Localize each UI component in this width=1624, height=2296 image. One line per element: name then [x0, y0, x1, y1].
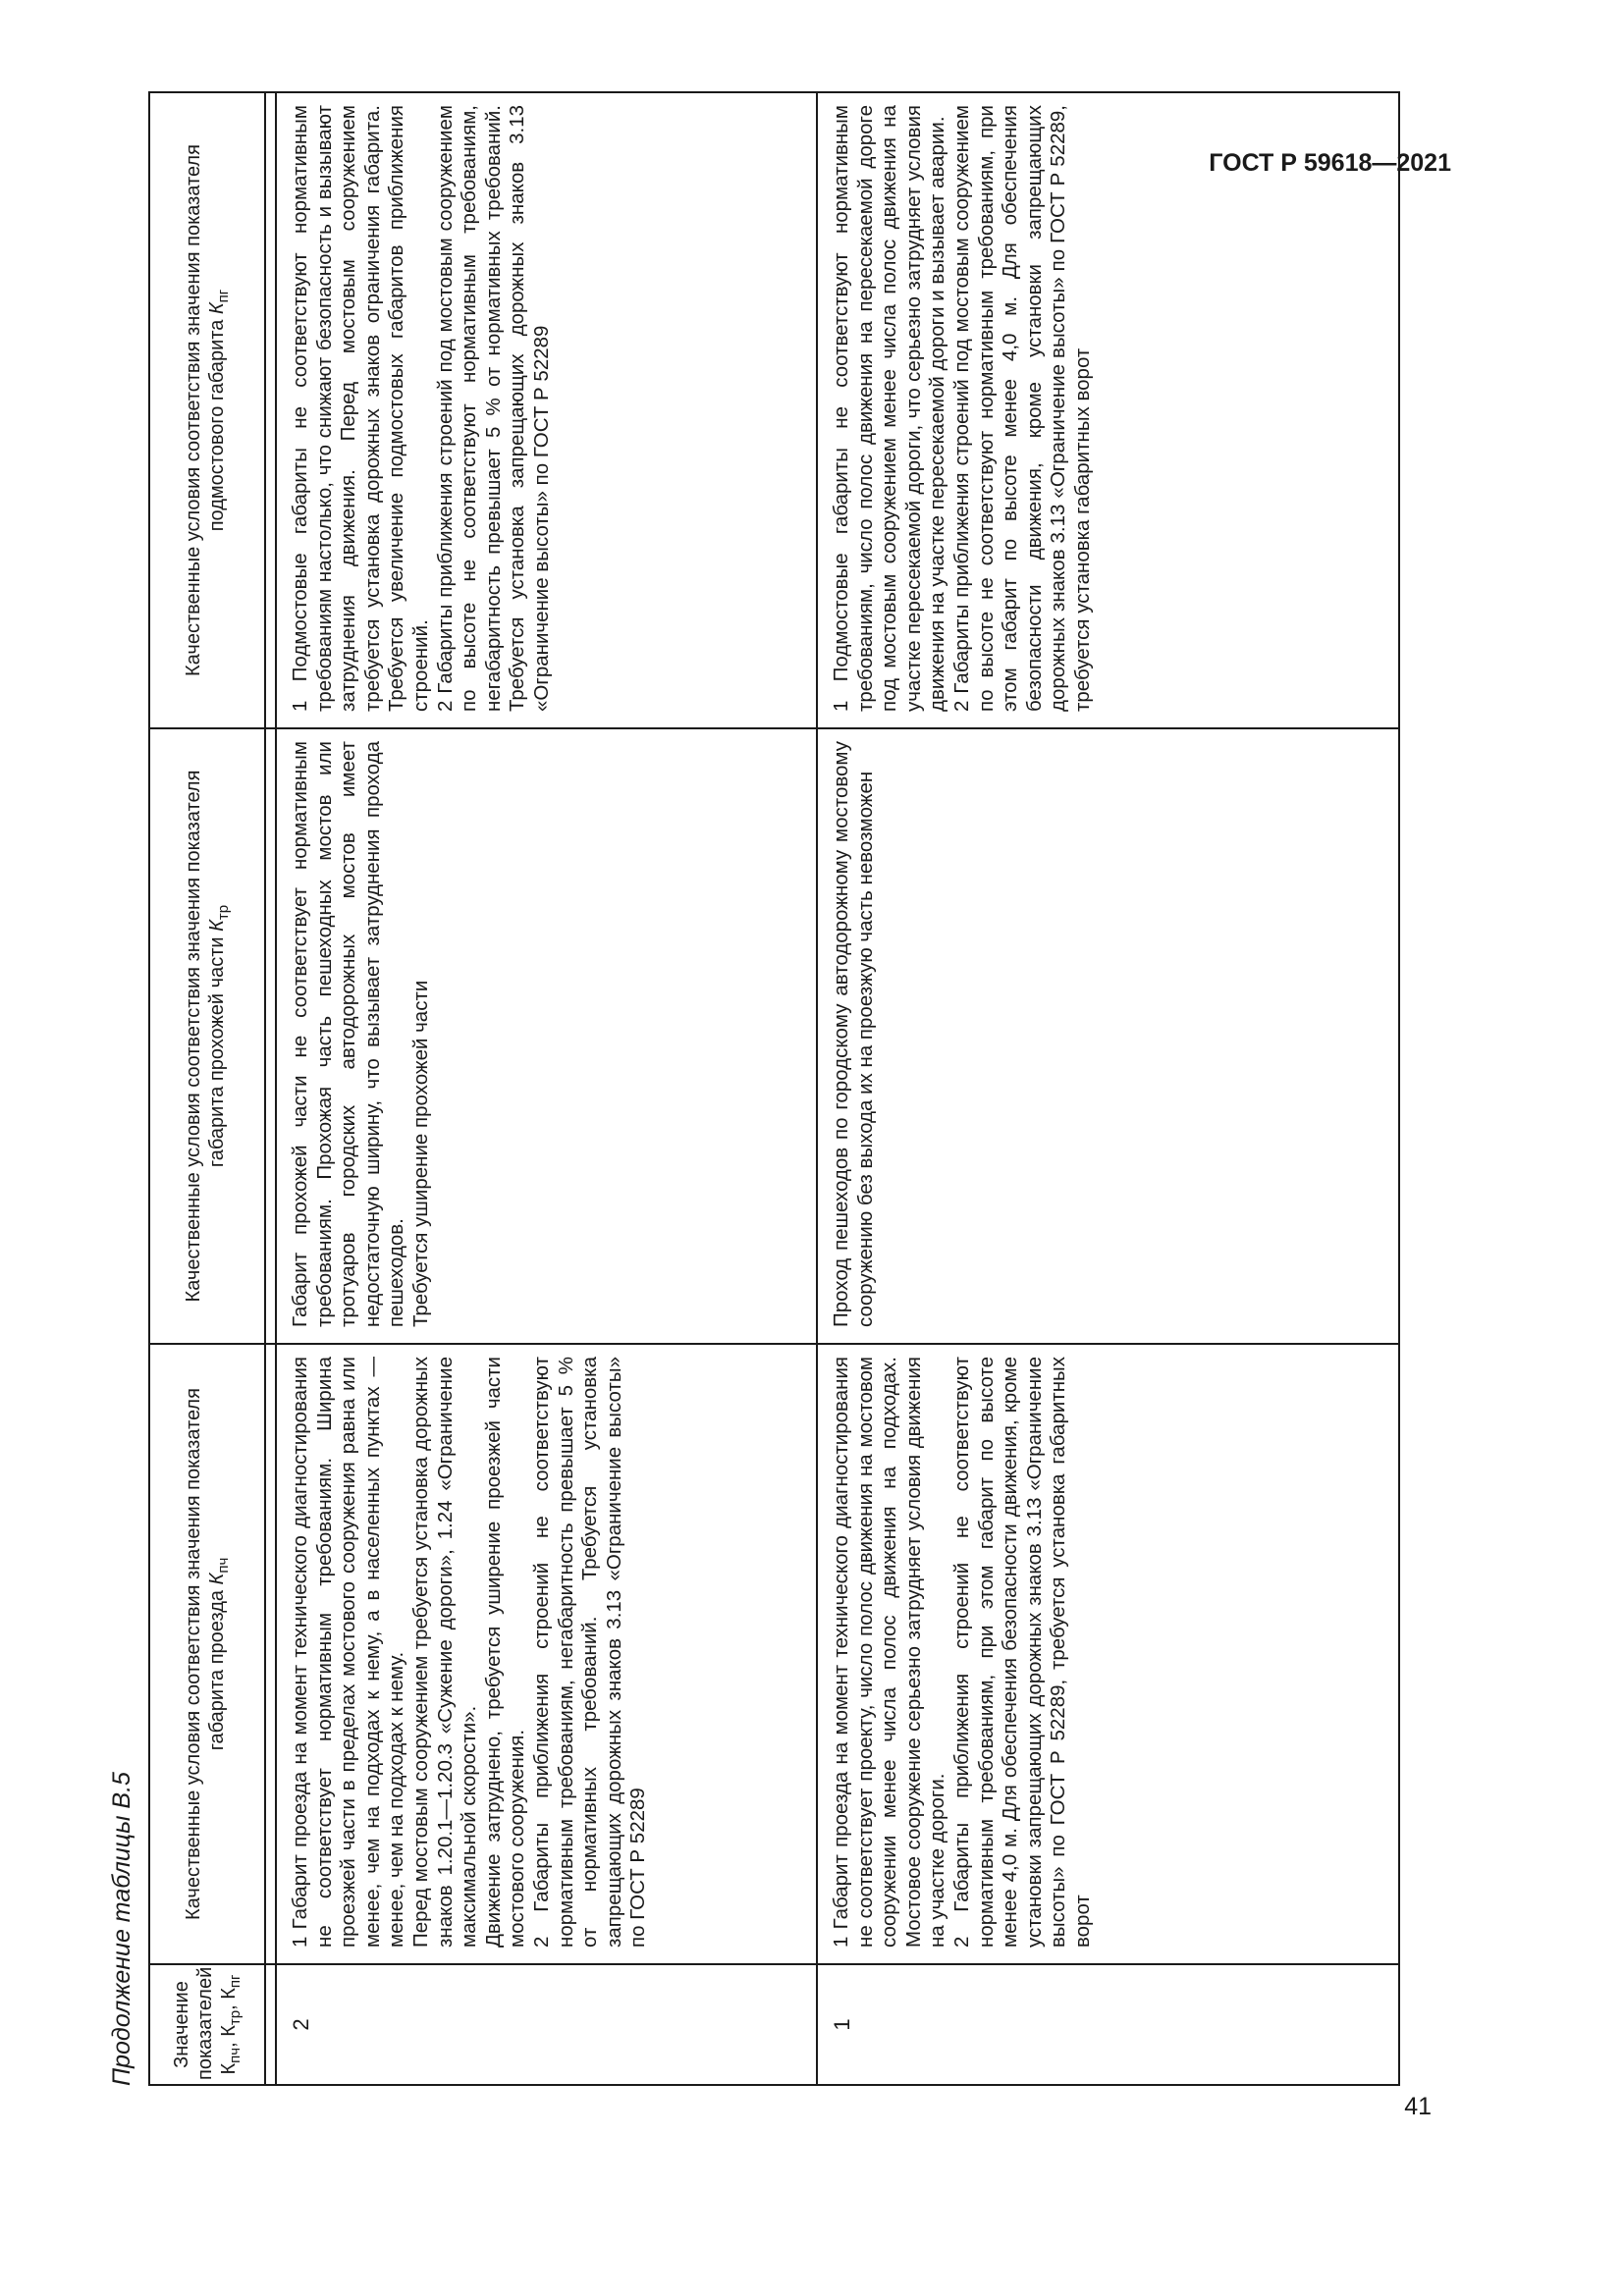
kpch-cell: 1 Габарит проезда на момент технического диагностирования не соответствует проекту, число полос движения на мостовом сооружении менее числа полос движения на подходах. Мостовое сооружение серьезно затрудняет условия движения на участке дороги. 2 Габариты приближения строений не соответствуют нормативным требованиям, при этом габарит по высоте менее 4,0 м. Для обеспечения безопасности движения, кроме установки запрещающих дорожных знаков 3.13 «Ограничение высоты» по ГОСТ Р 52289, требуется установка габаритных ворот: [817, 1344, 1399, 1964]
table-row: [817, 92, 1399, 2085]
row-value: 2: [276, 1964, 817, 2085]
header-kpch-col: Качественные условия соответствия значения показателя габарита проезда $К_{пч}$: [149, 1344, 265, 1964]
header-ktr-col: Качественные условия соответствия значения показателя габарита прохожей части $К_{тр}$: [149, 728, 265, 1344]
rotated-table-block: [108, 93, 1453, 2086]
header-kpg-col: Качественные условия соответствия значения показателя подмостового габарита $К_{пг}$: [149, 92, 265, 728]
header-value-col: Значение показателей $К_{пч}$, $К_{тр}$, $К_{пг}$: [149, 1964, 265, 2085]
row-value: 1: [817, 1964, 1399, 2085]
standard-number: ГОСТ Р 59618—2021: [1209, 149, 1451, 177]
criteria-table: [148, 91, 1400, 2086]
header-row: [149, 92, 265, 2085]
ktr-cell: Проход пешеходов по городскому автодорожному мостовому сооружению без выхода их на проезжую часть невозможен: [817, 728, 1399, 1344]
header-separator-row: [265, 92, 276, 2085]
page-number: 41: [1404, 2093, 1432, 2120]
kpg-cell: 1 Подмостовые габариты не соответствуют нормативным требованиям настолько, что снижают безопасность и вызывают затруднения движения. Перед мостовым сооружением требуется установка дорожных знаков ограничения габарита. Требуется увеличение подмостовых габаритов приближения строений. 2 Габариты приближения строений под мостовым сооружением по высоте не соответствуют нормативным требованиям, негабаритность превышает 5 % от нормативных требований. Требуется установка запрещающих дорожных знаков 3.13 «Ограничение высоты» по ГОСТ Р 52289: [276, 92, 817, 728]
table-row: [276, 92, 817, 2085]
ktr-cell: Габарит прохожей части не соответствует нормативным требованиям. Прохожая часть пешеходных мостов или тротуаров городских автодорожных мостов имеет недостаточную ширину, что вызывает затруднения прохода пешеходов. Требуется уширение прохожей части: [276, 728, 817, 1344]
table-caption: Продолжение таблицы В.5: [108, 1772, 135, 2086]
kpch-cell: 1 Габарит проезда на момент технического диагностирования не соответствует нормативным требованиям. Ширина проезжей части в пределах мостового сооружения равна или менее, чем на подходах к нему, а в населенных пунктах — менее, чем на подходах к нему. Перед мостовым сооружением требуется установка дорожных знаков 1.20.1—1.20.3 «Сужение дороги», 1.24 «Ограничение максимальной скорости». Движение затруднено, требуется уширение проезжей части мостового сооружения. 2 Габариты приближения строений не соответствуют нормативным требованиям, негабаритность превышает 5 % от нормативных требований. Требуется установка запрещающих дорожных знаков 3.13 «Ограничение высоты» по ГОСТ Р 52289: [276, 1344, 817, 1964]
kpg-cell: 1 Подмостовые габариты не соответствуют нормативным требованиям, число полос движения на пересекаемой дороге под мостовым сооружением менее числа полос движения на участке пересекаемой дороги, что серьезно затрудняет условия движения на участке пересекаемой дороги и вызывает аварии. 2 Габариты приближения строений под мостовым сооружением по высоте не соответствуют нормативным требованиям, при этом габарит по высоте менее 4,0 м. Для обеспечения безопасности движения, кроме установки запрещающих дорожных знаков 3.13 «Ограничение высоты» по ГОСТ Р 52289, требуется установка габаритных ворот: [817, 92, 1399, 728]
